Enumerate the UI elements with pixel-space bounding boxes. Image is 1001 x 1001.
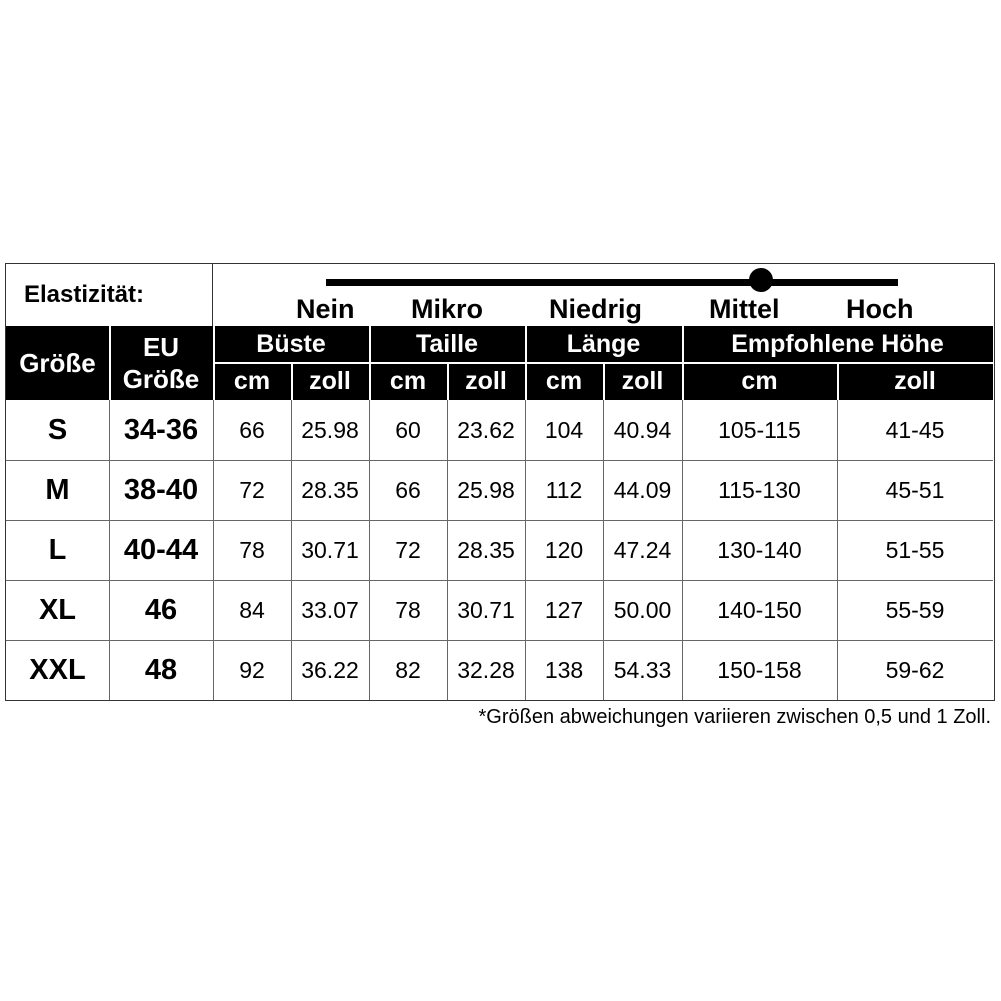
header-unit-waist-cm: cm	[369, 363, 447, 400]
waist-zoll-cell: 30.71	[457, 596, 515, 623]
header-unit-bust-cm: cm	[213, 363, 291, 400]
elasticity-scale-line	[326, 279, 898, 286]
waist-cm-cell: 78	[395, 596, 421, 623]
bust-zoll-cell: 28.35	[301, 476, 359, 503]
elasticity-marker	[749, 268, 773, 292]
eu-size-cell: 46	[144, 593, 178, 626]
bust-zoll-cell: 25.98	[301, 416, 359, 443]
header-divider	[447, 363, 449, 400]
elasticity-level-niedrig: Niedrig	[549, 294, 643, 324]
header-eu-line1: EU	[142, 332, 180, 362]
header-unit-length-zoll: zoll	[603, 363, 682, 400]
length-cm-cell: 120	[544, 536, 584, 563]
header-recommended-height: Empfohlene Höhe	[682, 326, 993, 363]
height-zoll-cell: 41-45	[885, 416, 945, 443]
length-zoll-cell: 44.09	[613, 476, 672, 503]
size-chart	[5, 263, 995, 701]
elasticity-level-mikro: Mikro	[411, 294, 484, 324]
header-eu-size	[109, 326, 213, 400]
header-eu-line2: Größe	[122, 364, 200, 394]
length-zoll-cell: 54.33	[613, 656, 672, 683]
waist-zoll-cell: 28.35	[457, 536, 515, 563]
eu-size-cell: 48	[144, 653, 178, 686]
length-cm-cell: 127	[544, 596, 584, 623]
length-cm-cell: 112	[545, 476, 583, 503]
waist-cm-cell: 82	[395, 656, 421, 683]
size-cell: L	[48, 533, 67, 566]
bust-cm-cell: 92	[239, 656, 265, 683]
header-length: Länge	[525, 326, 682, 363]
length-zoll-cell: 40.94	[613, 416, 672, 443]
elasticity-level-hoch: Hoch	[846, 294, 914, 324]
elasticity-level-mittel: Mittel	[709, 294, 780, 324]
size-deviation-note: *Größen abweichungen variieren zwischen 0,5 und 1 Zoll.	[478, 706, 991, 728]
header-divider	[291, 363, 293, 400]
header-size: Größe	[6, 326, 109, 400]
waist-cm-cell: 60	[395, 416, 421, 443]
elasticity-label: Elastizität:	[6, 264, 213, 326]
waist-cm-cell: 66	[395, 476, 421, 503]
height-cm-cell: 140-150	[717, 596, 802, 623]
eu-size-cell: 40-44	[123, 533, 199, 566]
eu-size-cell: 34-36	[123, 413, 199, 446]
bust-zoll-cell: 30.71	[301, 536, 359, 563]
header-divider	[837, 363, 839, 400]
bust-cm-cell: 84	[239, 596, 265, 623]
height-zoll-cell: 51-55	[885, 536, 945, 563]
header-unit-length-cm: cm	[525, 363, 603, 400]
header-unit-height-cm: cm	[682, 363, 837, 400]
height-cm-cell: 105-115	[718, 416, 801, 443]
height-zoll-cell: 59-62	[885, 656, 945, 683]
header-divider	[603, 363, 605, 400]
header-unit-waist-zoll: zoll	[447, 363, 525, 400]
header-waist: Taille	[369, 326, 525, 363]
size-cell: XXL	[29, 653, 86, 686]
bust-zoll-cell: 33.07	[301, 596, 359, 623]
height-cm-cell: 130-140	[717, 536, 802, 563]
size-cell: M	[45, 473, 70, 506]
height-zoll-cell: 45-51	[885, 476, 945, 503]
length-cm-cell: 104	[544, 416, 584, 443]
header-bust: Büste	[213, 326, 369, 363]
elasticity-level-nein: Nein	[296, 294, 355, 324]
bust-zoll-cell: 36.22	[301, 656, 359, 683]
height-zoll-cell: 55-59	[885, 596, 945, 623]
size-cell: S	[47, 413, 68, 446]
bust-cm-cell: 66	[239, 416, 265, 443]
bust-cm-cell: 78	[239, 536, 265, 563]
waist-cm-cell: 72	[395, 536, 421, 563]
eu-size-cell: 38-40	[123, 473, 199, 506]
height-cm-cell: 115-130	[718, 476, 801, 503]
size-cell: XL	[38, 593, 77, 626]
waist-zoll-cell: 32.28	[457, 656, 515, 683]
header-divider	[109, 326, 111, 400]
length-zoll-cell: 47.24	[613, 536, 672, 563]
height-cm-cell: 150-158	[717, 656, 802, 683]
waist-zoll-cell: 23.62	[457, 416, 515, 443]
waist-zoll-cell: 25.98	[457, 476, 515, 503]
length-cm-cell: 138	[544, 656, 584, 683]
header-unit-bust-zoll: zoll	[291, 363, 369, 400]
bust-cm-cell: 72	[239, 476, 265, 503]
header-unit-height-zoll: zoll	[837, 363, 993, 400]
length-zoll-cell: 50.00	[613, 596, 672, 623]
